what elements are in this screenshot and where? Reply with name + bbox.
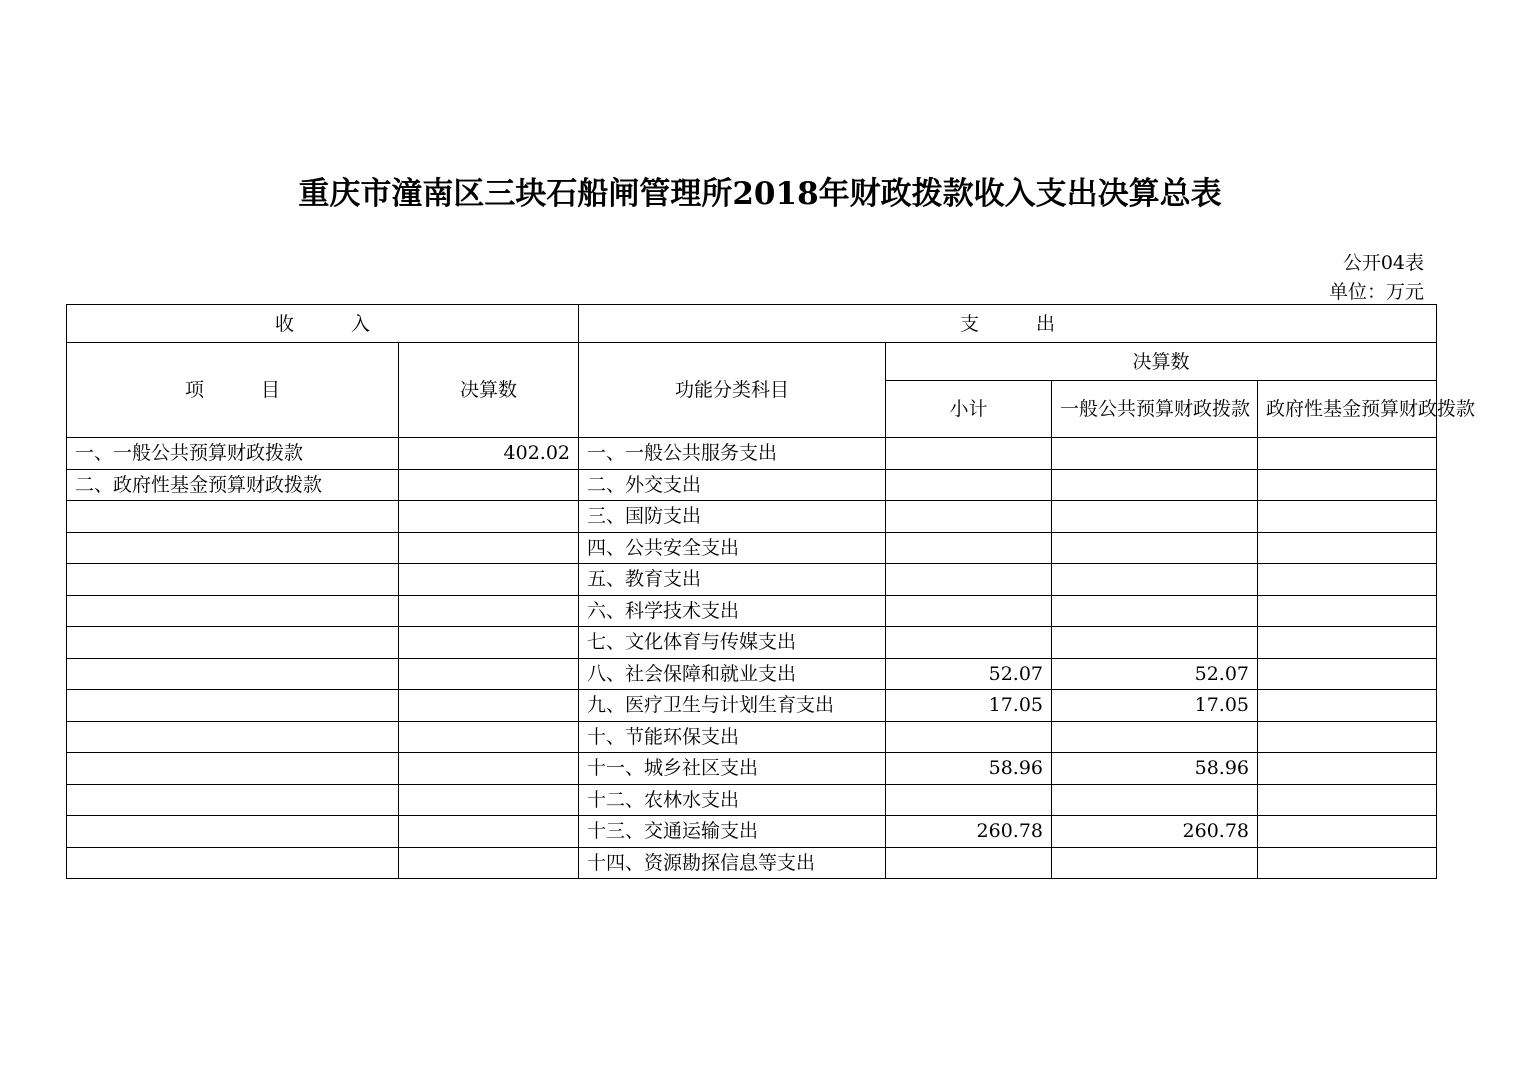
header-income-amount: 决算数 xyxy=(399,343,579,438)
expense-item-cell: 四、公共安全支出 xyxy=(579,532,886,564)
general-budget-cell xyxy=(1052,847,1258,879)
general-budget-cell xyxy=(1052,438,1258,470)
subtotal-cell xyxy=(886,532,1052,564)
subtotal-cell xyxy=(886,438,1052,470)
general-budget-cell: 17.05 xyxy=(1052,690,1258,722)
gov-fund-cell xyxy=(1258,532,1437,564)
table-row xyxy=(67,469,1437,501)
table-row xyxy=(67,595,1437,627)
income-item-cell: 一、一般公共预算财政拨款 xyxy=(67,438,399,470)
subtotal-cell: 52.07 xyxy=(886,658,1052,690)
expense-item-cell: 三、国防支出 xyxy=(579,501,886,533)
table-row xyxy=(67,532,1437,564)
general-budget-cell xyxy=(1052,501,1258,533)
table-row xyxy=(67,627,1437,659)
income-item-cell xyxy=(67,847,399,879)
expense-item-cell: 七、文化体育与传媒支出 xyxy=(579,627,886,659)
income-item-cell xyxy=(67,753,399,785)
subtotal-cell xyxy=(886,847,1052,879)
gov-fund-cell xyxy=(1258,595,1437,627)
expense-item-cell: 一、一般公共服务支出 xyxy=(579,438,886,470)
header-function-category: 功能分类科目 xyxy=(579,343,886,438)
income-amount-cell xyxy=(399,501,579,533)
expense-item-cell: 十一、城乡社区支出 xyxy=(579,753,886,785)
table-row xyxy=(67,690,1437,722)
income-item-cell xyxy=(67,564,399,596)
income-amount-cell xyxy=(399,847,579,879)
header-general-budget: 一般公共预算财政拨款 xyxy=(1052,381,1258,438)
income-amount-cell xyxy=(399,469,579,501)
gov-fund-cell xyxy=(1258,564,1437,596)
gov-fund-cell xyxy=(1258,690,1437,722)
general-budget-cell: 260.78 xyxy=(1052,816,1258,848)
subtotal-cell xyxy=(886,469,1052,501)
income-item-cell xyxy=(67,532,399,564)
income-item-cell xyxy=(67,595,399,627)
expense-item-cell: 五、教育支出 xyxy=(579,564,886,596)
income-item-cell xyxy=(67,784,399,816)
subtotal-cell xyxy=(886,501,1052,533)
header-income: 收 入 xyxy=(67,305,579,343)
income-item-cell: 二、政府性基金预算财政拨款 xyxy=(67,469,399,501)
subtotal-cell xyxy=(886,721,1052,753)
gov-fund-cell xyxy=(1258,753,1437,785)
header-item: 项 目 xyxy=(67,343,399,438)
general-budget-cell xyxy=(1052,532,1258,564)
income-item-cell xyxy=(67,816,399,848)
income-amount-cell xyxy=(399,658,579,690)
general-budget-cell xyxy=(1052,564,1258,596)
gov-fund-cell xyxy=(1258,784,1437,816)
gov-fund-cell xyxy=(1258,469,1437,501)
table-row xyxy=(67,501,1437,533)
gov-fund-cell xyxy=(1258,438,1437,470)
income-item-cell xyxy=(67,690,399,722)
page-title: 重庆市潼南区三块石船闸管理所2018年财政拨款收入支出决算总表 xyxy=(298,176,1222,212)
table-row xyxy=(67,847,1437,879)
table-row xyxy=(67,753,1437,785)
general-budget-cell xyxy=(1052,721,1258,753)
gov-fund-cell xyxy=(1258,847,1437,879)
income-amount-cell xyxy=(399,532,579,564)
gov-fund-cell xyxy=(1258,627,1437,659)
expense-item-cell: 九、医疗卫生与计划生育支出 xyxy=(579,690,886,722)
header-row-2 xyxy=(67,343,1437,381)
income-amount-cell xyxy=(399,690,579,722)
header-expense: 支 出 xyxy=(579,305,1437,343)
income-amount-cell xyxy=(399,753,579,785)
subtotal-cell: 260.78 xyxy=(886,816,1052,848)
general-budget-cell xyxy=(1052,469,1258,501)
subtotal-cell: 58.96 xyxy=(886,753,1052,785)
income-amount-cell xyxy=(399,627,579,659)
gov-fund-cell xyxy=(1258,721,1437,753)
subtotal-cell xyxy=(886,564,1052,596)
header-row-1 xyxy=(67,305,1437,343)
form-number: 公开04表 xyxy=(1342,252,1424,274)
subtotal-cell xyxy=(886,627,1052,659)
gov-fund-cell xyxy=(1258,816,1437,848)
table-row xyxy=(67,438,1437,470)
general-budget-cell: 52.07 xyxy=(1052,658,1258,690)
income-item-cell xyxy=(67,501,399,533)
gov-fund-cell xyxy=(1258,658,1437,690)
expense-item-cell: 八、社会保障和就业支出 xyxy=(579,658,886,690)
expense-item-cell: 十四、资源勘探信息等支出 xyxy=(579,847,886,879)
unit-label: 单位：万元 xyxy=(1328,281,1424,303)
header-subtotal: 小计 xyxy=(886,381,1052,438)
table-row xyxy=(67,784,1437,816)
general-budget-cell xyxy=(1052,627,1258,659)
table-row xyxy=(67,564,1437,596)
income-item-cell xyxy=(67,658,399,690)
subtotal-cell xyxy=(886,595,1052,627)
expense-item-cell: 十三、交通运输支出 xyxy=(579,816,886,848)
income-amount-cell: 402.02 xyxy=(399,438,579,470)
income-amount-cell xyxy=(399,721,579,753)
income-item-cell xyxy=(67,721,399,753)
income-amount-cell xyxy=(399,816,579,848)
general-budget-cell xyxy=(1052,595,1258,627)
table-row xyxy=(67,816,1437,848)
table-row xyxy=(67,721,1437,753)
income-item-cell xyxy=(67,627,399,659)
header-expense-amount: 决算数 xyxy=(886,343,1437,381)
gov-fund-cell xyxy=(1258,501,1437,533)
table-row xyxy=(67,658,1437,690)
header-gov-fund: 政府性基金预算财政拨款 xyxy=(1258,381,1437,438)
budget-table xyxy=(66,304,1476,879)
expense-item-cell: 十二、农林水支出 xyxy=(579,784,886,816)
expense-item-cell: 六、科学技术支出 xyxy=(579,595,886,627)
income-amount-cell xyxy=(399,564,579,596)
income-amount-cell xyxy=(399,595,579,627)
general-budget-cell: 58.96 xyxy=(1052,753,1258,785)
expense-item-cell: 二、外交支出 xyxy=(579,469,886,501)
income-amount-cell xyxy=(399,784,579,816)
subtotal-cell: 17.05 xyxy=(886,690,1052,722)
expense-item-cell: 十、节能环保支出 xyxy=(579,721,886,753)
subtotal-cell xyxy=(886,784,1052,816)
general-budget-cell xyxy=(1052,784,1258,816)
